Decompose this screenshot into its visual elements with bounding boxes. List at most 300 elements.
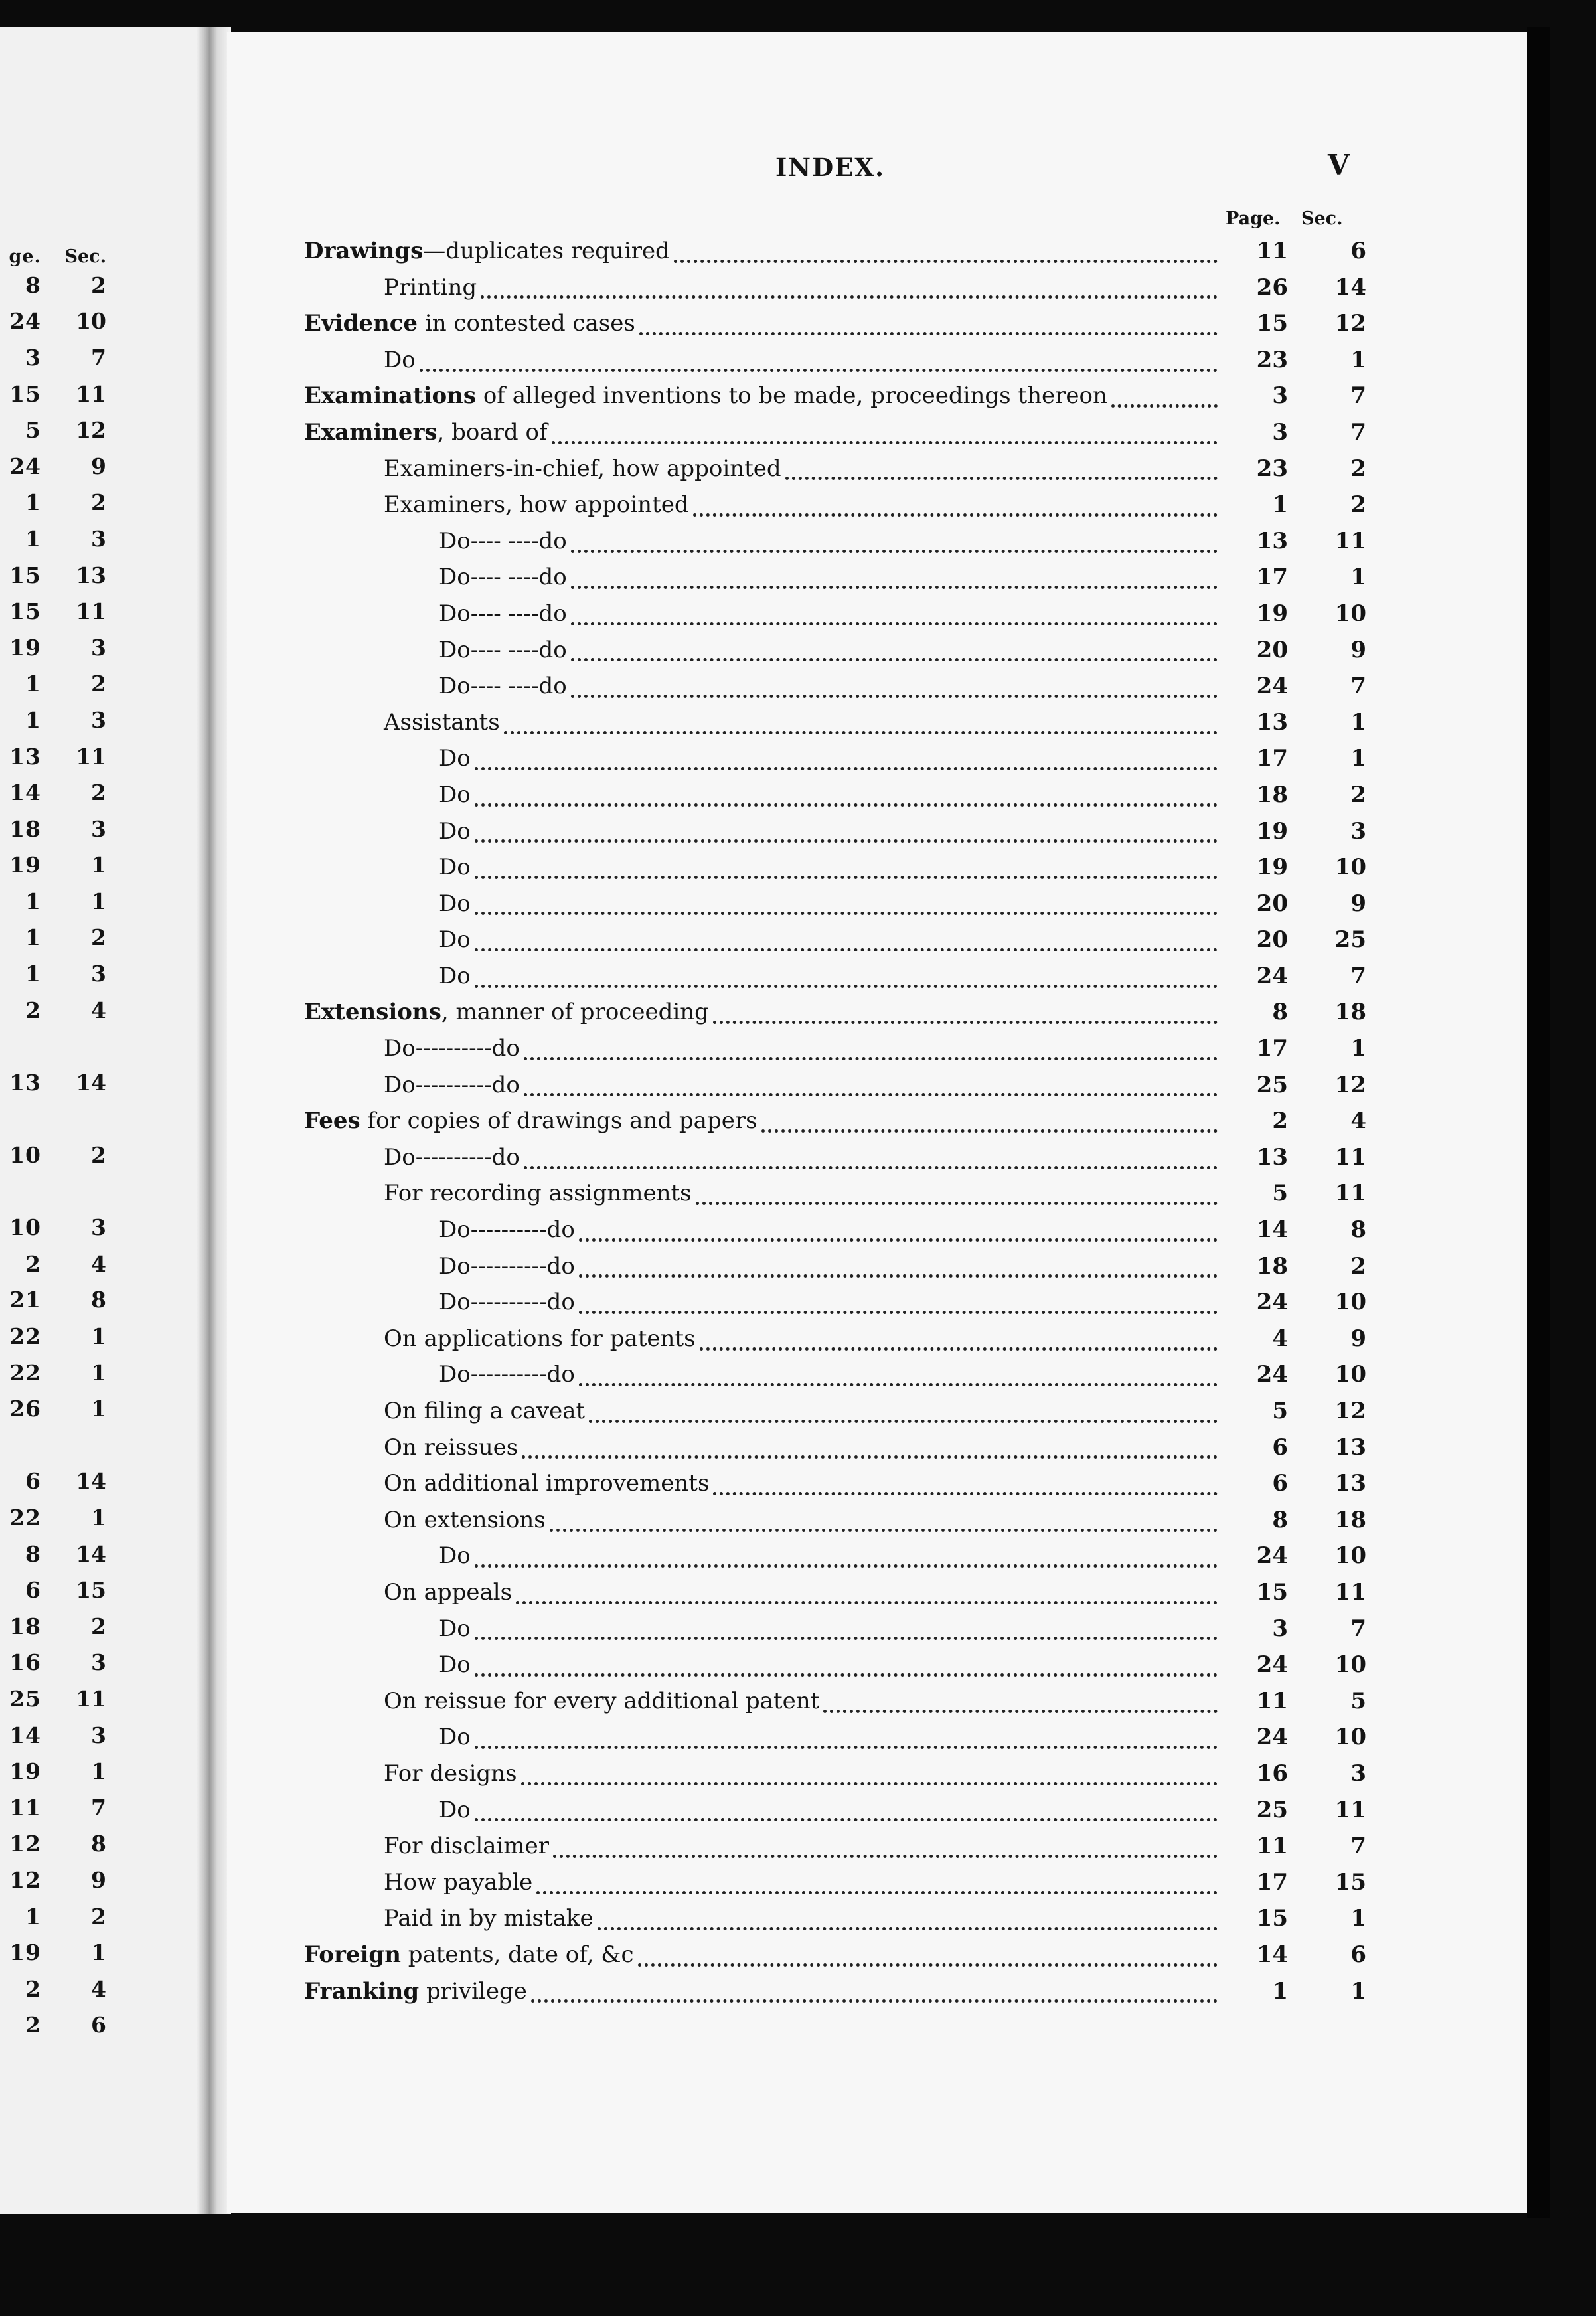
entry-label (439, 854, 471, 880)
facing-page-page-ref: 1 (25, 525, 41, 552)
leader-dots (524, 1057, 1218, 1060)
leader-dots (550, 1529, 1218, 1532)
entry-sec-ref: 2 (1350, 455, 1366, 482)
leader-dots (579, 1274, 1218, 1278)
entry-text: Do----------do (439, 1252, 575, 1280)
index-entry (304, 1361, 1366, 1398)
entry-text: privilege (419, 1977, 527, 2005)
facing-page-row (0, 521, 126, 557)
facing-page-page-ref: 8 (25, 1540, 41, 1567)
facing-page-sec-ref: 2 (91, 489, 106, 516)
facing-page-page-ref: 13 (9, 743, 41, 770)
entry-page-ref: 13 (1256, 708, 1288, 736)
entry-page-ref: 17 (1256, 1868, 1288, 1896)
entry-label (304, 382, 1107, 409)
entry-page-ref: 18 (1256, 781, 1288, 808)
entry-sec-ref: 1 (1350, 1905, 1366, 1932)
entry-page-ref: 1 (1272, 1977, 1288, 2005)
entry-heading: Examiners (304, 418, 438, 446)
entry-label (439, 1724, 471, 1750)
entry-text: Do (384, 346, 416, 373)
entry-text: How payable (384, 1868, 533, 1896)
facing-page-row (0, 1427, 126, 1463)
facing-page-page-ref: 2 (25, 2012, 41, 2038)
facing-page-sec-ref: 1 (91, 1758, 106, 1785)
entry-sec-ref: 6 (1350, 238, 1366, 264)
index-entry (304, 1398, 1366, 1434)
index-entry (304, 782, 1366, 818)
facing-page-sec-ref: 3 (91, 706, 106, 733)
leader-dots (420, 369, 1218, 372)
entry-label (384, 1579, 512, 1606)
index-entry (304, 999, 1366, 1035)
entry-text: Do (439, 926, 471, 953)
entry-sec-ref: 3 (1350, 817, 1366, 845)
entry-sec-ref: 4 (1350, 1108, 1366, 1135)
entry-page-ref: 8 (1272, 1506, 1288, 1533)
entry-text: On appeals (384, 1578, 513, 1606)
entry-text: Examiners, how appointed (384, 491, 689, 519)
leader-dots (475, 912, 1218, 915)
entry-text: Printing (384, 274, 477, 301)
facing-page-sec-ref: 2 (91, 1142, 106, 1169)
facing-page-page-ref: 10 (9, 1142, 41, 1169)
facing-page-page-ref: 22 (9, 1359, 41, 1386)
facing-page-sec-ref: 2 (91, 671, 106, 697)
entry-heading: Drawings (304, 238, 424, 264)
facing-page-page-ref: 12 (9, 1866, 41, 1893)
index-entry (304, 1289, 1366, 1325)
index-entry (304, 963, 1366, 999)
entry-page-ref: 18 (1256, 1252, 1288, 1280)
entry-sec-ref: 10 (1334, 1542, 1366, 1570)
entry-text: Paid in by mistake (384, 1905, 594, 1932)
entry-sec-ref: 9 (1350, 636, 1366, 663)
entry-sec-ref: 5 (1350, 1687, 1366, 1714)
entry-page-ref: 17 (1256, 745, 1288, 772)
leader-dots (700, 1347, 1218, 1351)
entry-page-ref: 14 (1256, 1941, 1288, 1968)
entry-page-ref: 20 (1256, 890, 1288, 917)
index-entry (304, 1434, 1366, 1471)
index-entry (304, 238, 1366, 274)
entry-page-ref: 23 (1256, 346, 1288, 373)
leader-dots (713, 1021, 1218, 1024)
facing-page-row (0, 1390, 126, 1427)
entry-heading: Extensions (304, 999, 441, 1026)
facing-page-sec-ref: 3 (91, 525, 106, 552)
facing-page-page-ref: 1 (25, 1903, 41, 1930)
entry-sec-ref: 7 (1350, 673, 1366, 700)
entry-page-ref: 24 (1256, 1724, 1288, 1751)
entry-sec-ref: 8 (1350, 1216, 1366, 1244)
entry-sec-ref: 10 (1334, 854, 1366, 881)
entry-page-ref: 24 (1256, 673, 1288, 700)
index-entries (304, 238, 1366, 2014)
entry-page-ref: 6 (1272, 1470, 1288, 1497)
entry-page-ref: 11 (1256, 1687, 1288, 1714)
entry-text: For designs (384, 1760, 517, 1787)
entry-sec-ref: 7 (1350, 418, 1366, 446)
entry-label (439, 1797, 471, 1823)
column-header-page: Page. (1226, 208, 1281, 229)
facing-page-sec-ref: 2 (91, 780, 106, 806)
leader-dots (579, 1311, 1218, 1314)
entry-sec-ref: 18 (1334, 999, 1366, 1026)
leader-dots (639, 332, 1218, 335)
facing-page-page-ref: 14 (9, 1722, 41, 1748)
facing-page-col-page: ge. (9, 246, 41, 267)
facing-page-sec-ref: 13 (76, 562, 106, 588)
entry-page-ref: 15 (1256, 1905, 1288, 1932)
facing-page-sec-ref: 11 (76, 743, 106, 770)
facing-page-sec-ref: 1 (91, 852, 106, 878)
facing-page-sec-ref: 3 (91, 1214, 106, 1241)
leader-dots (552, 441, 1218, 444)
leader-dots (475, 1637, 1218, 1640)
facing-page-sec-ref: 9 (91, 1866, 106, 1893)
entry-text: On reissues (384, 1434, 519, 1461)
entry-label (304, 1978, 527, 2005)
index-entry (304, 1905, 1366, 1942)
facing-page-sec-ref: 10 (76, 308, 106, 335)
entry-label (384, 1434, 518, 1461)
leader-dots (475, 948, 1218, 951)
entry-page-ref: 17 (1256, 564, 1288, 591)
entry-page-ref: 4 (1272, 1325, 1288, 1352)
facing-page-row (0, 1536, 126, 1572)
entry-sec-ref: 7 (1350, 962, 1366, 989)
entry-page-ref: 24 (1256, 1289, 1288, 1316)
entry-text: On extensions (384, 1506, 546, 1533)
facing-page-row (0, 1173, 126, 1210)
entry-label (439, 818, 471, 845)
entry-page-ref: 16 (1256, 1760, 1288, 1787)
facing-page-row (0, 1318, 126, 1355)
entry-sec-ref: 2 (1350, 781, 1366, 808)
entry-text: Do----------do (384, 1143, 520, 1171)
entry-sec-ref: 25 (1334, 926, 1366, 953)
entry-text: Do (439, 1796, 471, 1823)
facing-page-sec-ref: 7 (91, 344, 106, 371)
entry-sec-ref: 2 (1350, 491, 1366, 519)
entry-text: On additional improvements (384, 1470, 710, 1497)
entry-text: Do---- ----do (439, 527, 567, 554)
entry-label (439, 1361, 575, 1388)
facing-page-row (0, 1064, 126, 1101)
entry-label (384, 1144, 520, 1171)
entry-page-ref: 15 (1256, 310, 1288, 337)
entry-sec-ref: 9 (1350, 1325, 1366, 1352)
facing-page-page-ref: 21 (9, 1287, 41, 1313)
entry-sec-ref: 10 (1334, 1289, 1366, 1316)
index-entry (304, 1651, 1366, 1688)
facing-page-row (0, 1971, 126, 2007)
facing-page-sec-ref: 15 (76, 1577, 106, 1604)
facing-page-sec-ref: 9 (91, 453, 106, 479)
entry-text: Assistants (384, 708, 500, 736)
entry-page-ref: 24 (1256, 1651, 1288, 1679)
facing-page-row (0, 412, 126, 448)
leader-dots (522, 1455, 1218, 1459)
entry-label (439, 926, 471, 953)
index-entry (304, 673, 1366, 709)
entry-text: Do----------do (439, 1289, 575, 1316)
entry-text: of alleged inventions to be made, proceedings thereon (476, 382, 1107, 410)
facing-page-sec-ref: 6 (91, 2012, 106, 2038)
entry-page-ref: 8 (1272, 999, 1288, 1026)
facing-page-row (0, 1572, 126, 1608)
entry-page-ref: 3 (1272, 418, 1288, 446)
facing-page-page-ref: 15 (9, 380, 41, 407)
entry-page-ref: 3 (1272, 1615, 1288, 1642)
entry-text: Do (439, 962, 471, 989)
entry-page-ref: 24 (1256, 1361, 1288, 1388)
facing-page-sec-ref: 1 (91, 1396, 106, 1422)
index-entry (304, 818, 1366, 855)
facing-page-row (0, 774, 126, 811)
entry-page-ref: 19 (1256, 600, 1288, 627)
facing-page-row (0, 847, 126, 884)
facing-page-row (0, 1862, 126, 1898)
index-entry (304, 600, 1366, 637)
facing-page-sec-ref: 2 (91, 1613, 106, 1639)
facing-page-row (0, 1934, 126, 1971)
facing-page-row (0, 303, 126, 340)
leader-dots (521, 1782, 1218, 1785)
facing-page-sec-ref: 4 (91, 997, 106, 1023)
facing-page-page-ref: 2 (25, 1250, 41, 1277)
facing-page-row (0, 557, 126, 594)
facing-page-page-ref: 14 (9, 780, 41, 806)
facing-page-sec-ref: 3 (91, 961, 106, 987)
facing-page-row (0, 738, 126, 775)
index-entry (304, 1579, 1366, 1615)
entry-page-ref: 25 (1256, 1796, 1288, 1823)
entry-sec-ref: 10 (1334, 1724, 1366, 1751)
index-entry (304, 382, 1366, 419)
entry-label (304, 238, 670, 264)
entry-sec-ref: 10 (1334, 1361, 1366, 1388)
entry-text: for copies of drawings and papers (360, 1108, 758, 1135)
facing-page-sec-ref: 12 (76, 417, 106, 444)
entry-text: Do----------do (439, 1216, 575, 1244)
facing-page-sec-ref: 1 (91, 888, 106, 914)
entry-label (384, 1325, 696, 1352)
entry-text: Do (439, 1542, 471, 1570)
entry-sec-ref: 7 (1350, 1615, 1366, 1642)
entry-label (439, 1216, 575, 1243)
index-entry (304, 1108, 1366, 1144)
leader-dots (571, 550, 1218, 553)
facing-page-row (0, 339, 126, 376)
entry-sec-ref: 7 (1350, 382, 1366, 410)
leader-dots (475, 767, 1218, 770)
facing-page-sec-ref: 1 (91, 1359, 106, 1386)
facing-page-sec-ref: 4 (91, 1975, 106, 2002)
facing-page-page-ref: 12 (9, 1831, 41, 1857)
leader-dots (674, 260, 1218, 263)
leader-dots (481, 295, 1218, 299)
entry-page-ref: 11 (1256, 238, 1288, 264)
facing-page-row (0, 448, 126, 485)
entry-sec-ref: 15 (1334, 1868, 1366, 1896)
facing-page-page-ref: 11 (9, 1794, 41, 1821)
entry-label (304, 419, 548, 446)
entry-text: Do----------do (439, 1361, 575, 1388)
facing-page-sec-ref: 2 (91, 272, 106, 298)
entry-sec-ref: 7 (1350, 1833, 1366, 1860)
facing-page-row (0, 1826, 126, 1862)
entry-text: , manner of proceeding (441, 999, 709, 1026)
entry-sec-ref: 1 (1350, 346, 1366, 373)
facing-page-col-sec: Sec. (64, 246, 106, 267)
entry-sec-ref: 3 (1350, 1760, 1366, 1787)
leader-dots (693, 513, 1218, 517)
entry-label (439, 745, 471, 772)
entry-page-ref: 19 (1256, 817, 1288, 845)
entry-heading: Fees (304, 1108, 360, 1135)
entry-sec-ref: 11 (1334, 1578, 1366, 1606)
entry-label (439, 963, 471, 989)
entry-label (384, 1905, 594, 1932)
entry-page-ref: 13 (1256, 527, 1288, 554)
index-entry (304, 1724, 1366, 1760)
entry-page-ref: 23 (1256, 455, 1288, 482)
entry-label (384, 1507, 546, 1533)
facing-page-page-ref: 1 (25, 671, 41, 697)
facing-page-row (0, 1246, 126, 1282)
facing-page-row (0, 702, 126, 738)
facing-page-row (0, 1028, 126, 1064)
entry-label (384, 709, 500, 736)
entry-label (439, 782, 471, 808)
entry-label (439, 637, 567, 663)
leader-dots (475, 876, 1218, 879)
entry-label (439, 1253, 575, 1280)
entry-text: For recording assignments (384, 1180, 692, 1207)
entry-label (384, 1470, 709, 1497)
entry-sec-ref: 12 (1334, 1071, 1366, 1098)
index-entry (304, 1797, 1366, 1833)
leader-dots (571, 586, 1218, 589)
index-entry (304, 854, 1366, 890)
entry-sec-ref: 13 (1334, 1470, 1366, 1497)
facing-page-sec-ref: 14 (76, 1468, 106, 1495)
facing-page-rows (0, 267, 126, 2043)
entry-label (384, 347, 416, 373)
index-entry (304, 1253, 1366, 1289)
entry-text: Do---- ----do (439, 636, 567, 663)
facing-page-page-ref: 18 (9, 1613, 41, 1639)
entry-label (384, 1869, 532, 1896)
index-entry (304, 1760, 1366, 1797)
facing-page-sec-ref: 14 (76, 1069, 106, 1096)
column-header-sec: Sec. (1301, 208, 1343, 229)
entry-label (439, 1615, 471, 1642)
facing-page-page-ref: 15 (9, 562, 41, 588)
facing-page-sec-ref: 3 (91, 1649, 106, 1676)
entry-label (384, 1180, 692, 1206)
facing-page-sec-ref: 3 (91, 1722, 106, 1748)
entry-text: Do (439, 781, 471, 808)
entry-label (439, 600, 567, 627)
page-number: V (1328, 149, 1350, 181)
facing-page-row (0, 883, 126, 920)
index-entry (304, 1072, 1366, 1108)
facing-page-page-ref: 16 (9, 1649, 41, 1676)
facing-page-page-ref: 3 (25, 344, 41, 371)
facing-page-page-ref: 8 (25, 272, 41, 298)
entry-label (384, 274, 477, 301)
entry-text: Do (439, 745, 471, 772)
entry-sec-ref: 6 (1350, 1941, 1366, 1968)
facing-page-sec-ref: 14 (76, 1540, 106, 1567)
index-entry (304, 1869, 1366, 1906)
facing-page-row (0, 629, 126, 666)
leader-dots (638, 1963, 1218, 1967)
facing-page-page-ref: 15 (9, 598, 41, 625)
entry-page-ref: 3 (1272, 382, 1288, 410)
facing-page-header (0, 234, 126, 267)
entry-sec-ref: 12 (1334, 310, 1366, 337)
book-gutter (197, 27, 231, 2214)
facing-page-page-ref: 1 (25, 489, 41, 516)
facing-page-row (0, 1499, 126, 1536)
facing-page-row (0, 267, 126, 303)
entry-page-ref: 17 (1256, 1035, 1288, 1062)
leader-dots (823, 1710, 1218, 1713)
entry-page-ref: 20 (1256, 926, 1288, 953)
entry-text: , board of (437, 418, 548, 446)
leader-dots (696, 1202, 1218, 1205)
entry-text: Do (439, 817, 471, 845)
index-entry (304, 1507, 1366, 1543)
facing-page-page-ref: 1 (25, 888, 41, 914)
entry-label (384, 1688, 819, 1714)
leader-dots (475, 985, 1218, 988)
page-title: INDEX. (775, 153, 886, 182)
facing-page-row (0, 1282, 126, 1319)
index-entry (304, 926, 1366, 963)
facing-page-page-ref: 6 (25, 1577, 41, 1604)
entry-page-ref: 24 (1256, 962, 1288, 989)
facing-page-page-ref: 13 (9, 1069, 41, 1096)
facing-page-sec-ref: 8 (91, 1831, 106, 1857)
leader-dots (475, 1746, 1218, 1749)
index-entry (304, 347, 1366, 383)
entry-sec-ref: 10 (1334, 1651, 1366, 1679)
entry-text: On reissue for every additional patent (384, 1687, 820, 1714)
entry-text: Do----------do (384, 1071, 520, 1098)
entry-page-ref: 11 (1256, 1833, 1288, 1860)
facing-page-row (0, 1137, 126, 1173)
index-entry (304, 890, 1366, 927)
entry-text: —duplicates required (423, 238, 670, 264)
entry-sec-ref: 18 (1334, 1506, 1366, 1533)
entry-text: patents, date of, &c (400, 1941, 634, 1968)
leader-dots (761, 1129, 1218, 1133)
facing-page-sec-ref: 2 (91, 924, 106, 951)
facing-page-row (0, 955, 126, 992)
entry-label (304, 1108, 758, 1134)
facing-page-page-ref: 22 (9, 1323, 41, 1350)
index-entry (304, 1325, 1366, 1362)
entry-page-ref: 2 (1272, 1108, 1288, 1135)
facing-page-column (0, 234, 126, 2043)
facing-page-page-ref: 25 (9, 1685, 41, 1712)
entry-label (439, 564, 567, 590)
